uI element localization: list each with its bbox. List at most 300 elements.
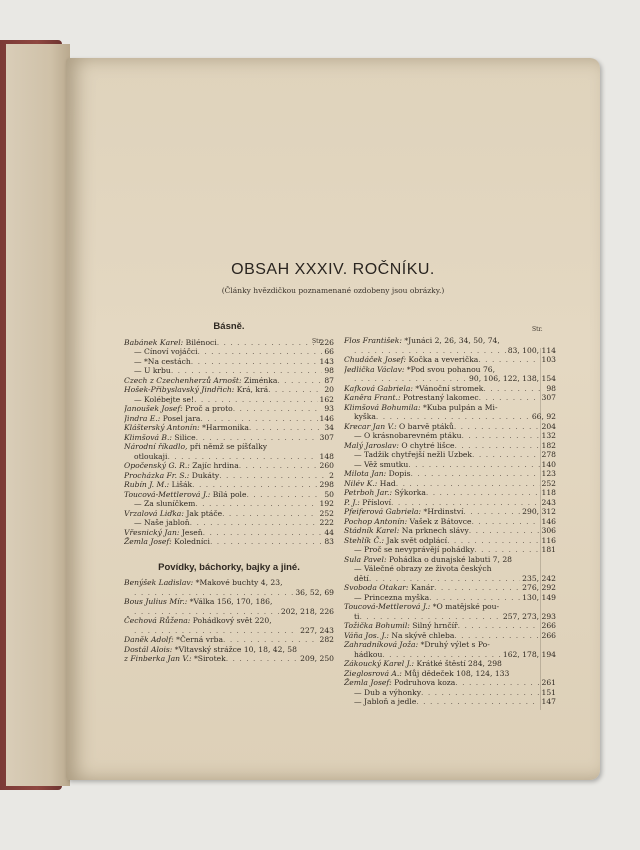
- toc-author: Váňa Jos. J.:: [344, 630, 392, 640]
- toc-page-number: 226: [319, 337, 334, 347]
- toc-title: otloukaji: [134, 451, 168, 461]
- toc-author: Dostál Alois:: [124, 644, 175, 654]
- toc-entry: [124, 499, 334, 509]
- leader-dots: [219, 471, 327, 481]
- toc-entry: [344, 488, 556, 498]
- toc-entry: [344, 431, 556, 441]
- toc-title: *Junáci 2, 26, 34, 50, 74,: [404, 336, 500, 345]
- leader-dots: [192, 480, 317, 490]
- toc-title: Koledníci: [174, 537, 210, 546]
- toc-entry: [344, 498, 556, 508]
- leader-dots: [429, 593, 520, 603]
- toc-entry: [124, 480, 334, 490]
- toc-title: *Harmonika: [202, 423, 249, 432]
- toc-author: Žemla Josef:: [124, 537, 175, 546]
- toc-title: Vašek z Bátovce: [409, 516, 472, 526]
- toc-title: Můj dědeček 108, 124, 133: [404, 668, 510, 678]
- leader-dots: [268, 385, 322, 395]
- leader-dots: [249, 423, 322, 433]
- toc-page-number: 20: [324, 385, 334, 394]
- toc-page-number: 260: [319, 461, 334, 470]
- toc-author: Sula Pavel:: [344, 554, 389, 564]
- toc-author: Petrboh Jar.:: [344, 488, 395, 497]
- toc-author: Žemla Josef:: [344, 678, 395, 687]
- toc-title: Potrestaný lakomec: [402, 393, 479, 402]
- toc-author: Čechová Růžena:: [124, 616, 193, 625]
- leader-dots: [472, 450, 539, 460]
- toc-entry: [344, 564, 556, 574]
- leader-dots: [421, 688, 539, 698]
- toc-page-number: 204: [541, 421, 556, 431]
- toc-entry: [124, 528, 334, 538]
- toc-author: Daněk Adolf:: [124, 635, 177, 644]
- toc-author: P. J.:: [344, 497, 363, 507]
- toc-author: Klimšová B.:: [124, 432, 175, 442]
- toc-author: Janoušek Josef:: [124, 404, 186, 413]
- toc-page-number: 307: [319, 432, 334, 442]
- toc-page-number: 87: [324, 375, 334, 385]
- toc-entry: [344, 346, 556, 356]
- toc-page-number: 148: [319, 451, 334, 461]
- leader-dots: [478, 355, 539, 365]
- toc-author: z Finberka Jan V.:: [124, 654, 194, 663]
- leader-dots: [200, 414, 317, 424]
- leader-dots: [408, 460, 539, 470]
- toc-page-number: 140: [541, 459, 556, 469]
- toc-title: Bilénoci: [185, 337, 217, 347]
- page-edges: [6, 44, 70, 786]
- toc-page-number: 83: [324, 537, 334, 546]
- leader-dots: [411, 469, 540, 479]
- leader-dots: [195, 499, 317, 509]
- toc-entry: [344, 536, 556, 546]
- toc-page-number: 235, 242: [522, 573, 556, 583]
- toc-title: Ziménka: [243, 375, 278, 385]
- toc-title: O chytré lišce: [401, 440, 455, 450]
- leader-dots: [454, 422, 540, 432]
- toc-title: Podruhova koza: [394, 678, 456, 687]
- toc-title: *Kuba pulpán a Mi-: [422, 402, 498, 412]
- toc-author: Vřesnický Jan:: [124, 527, 182, 537]
- leader-dots: [223, 635, 317, 645]
- toc-title: *Pod svou pohanou 76,: [406, 364, 496, 374]
- toc-page-number: 44: [324, 527, 334, 537]
- toc-entry: [124, 588, 334, 598]
- toc-entry: [344, 517, 556, 527]
- str-label-left: Str.: [312, 338, 323, 345]
- toc-entry: [344, 593, 556, 603]
- toc-title: Had: [379, 478, 396, 488]
- toc-title: — Proč se nevyprávějí pohádky: [354, 545, 475, 554]
- toc-entry: [344, 384, 556, 394]
- toc-title: O barvě ptáků: [399, 421, 454, 431]
- toc-page-number: 209, 250: [300, 654, 334, 663]
- toc-page-number: 66: [324, 347, 334, 356]
- toc-entry: [344, 659, 556, 669]
- toc-title: *Makové buchty 4, 23,: [195, 578, 283, 587]
- toc-entry: [344, 574, 556, 584]
- toc-page-number: 222: [319, 518, 334, 527]
- toc-title: hádkou: [354, 649, 383, 659]
- leader-dots: [483, 384, 544, 394]
- toc-author: Kafková Gabriela:: [344, 383, 416, 393]
- toc-entry: [124, 635, 334, 645]
- toc-author: Flos František:: [344, 336, 405, 345]
- toc-title: — Tadžik chytřejší nežli Uzbek: [354, 450, 473, 459]
- toc-title: Posel jara: [162, 413, 201, 423]
- toc-author: Czech z Czechenherzů Arnošt:: [124, 375, 244, 385]
- toc-page-number: 252: [319, 508, 334, 518]
- toc-entry: [124, 607, 334, 617]
- leader-dots: [194, 395, 317, 405]
- toc-title: Kočka a veverička: [408, 355, 479, 364]
- toc-title: Proč a proto: [185, 404, 233, 413]
- leader-dots: [376, 412, 530, 422]
- toc-entry: [124, 404, 334, 414]
- toc-title: Pohádkový svět 220,: [192, 616, 272, 625]
- leader-dots: [222, 509, 317, 519]
- toc-entry: [344, 621, 556, 631]
- toc-page-number: 146: [319, 413, 334, 423]
- toc-entry: [344, 545, 556, 555]
- toc-entry: [344, 450, 556, 460]
- toc-author: Kaněra Frant.:: [344, 393, 403, 402]
- toc-author: Pochop Antonín:: [344, 516, 410, 526]
- toc-entry: [124, 616, 334, 626]
- toc-entry: [344, 422, 556, 432]
- toc-entry: [124, 626, 334, 636]
- toc-author: Nilév K.:: [344, 478, 380, 488]
- toc-entry: [344, 650, 556, 660]
- toc-title: — Za sluníčkem: [134, 499, 196, 508]
- section-heading: Básně.: [213, 321, 245, 332]
- leader-dots: [210, 537, 322, 547]
- leader-dots: [455, 678, 539, 688]
- leader-dots: [226, 654, 298, 664]
- toc-page-number: 252: [541, 478, 556, 488]
- toc-author: Stehlík Č.:: [344, 535, 387, 545]
- toc-page-number: 98: [546, 383, 556, 393]
- toc-page-number: 116: [541, 535, 556, 545]
- toc-title: kyška: [354, 412, 376, 421]
- toc-entry: [344, 336, 556, 346]
- toc-title: — Cínoví vojáčci: [134, 347, 198, 356]
- toc-title: — Jabloň a jedle: [354, 697, 417, 706]
- toc-author: Malý Jaroslav:: [344, 440, 402, 450]
- toc-author: Opočenský G. R.:: [124, 461, 193, 470]
- leader-dots: [396, 479, 540, 489]
- toc-title: Jak ptáče: [186, 508, 223, 518]
- leader-dots: [369, 574, 520, 584]
- toc-title: *Vltavský strážce 10, 18, 42, 58: [174, 644, 297, 654]
- toc-author: Jindra E.:: [124, 413, 163, 423]
- toc-page-number: 50: [324, 489, 334, 499]
- toc-title: *Druhý výlet s Po-: [420, 640, 490, 649]
- toc-page-number: 182: [541, 440, 556, 450]
- toc-entry: [124, 385, 334, 395]
- toc-page-number: 130, 149: [522, 592, 556, 602]
- leader-dots: [382, 650, 501, 660]
- toc-page-number: 307: [541, 393, 556, 402]
- leader-dots: [134, 626, 298, 636]
- toc-title: ti: [354, 611, 360, 621]
- toc-author: Procházka Fr. S.:: [124, 470, 192, 480]
- toc-right-column: [344, 336, 556, 707]
- leader-dots: [134, 607, 279, 617]
- toc-author: Klášterský Antonín:: [124, 423, 203, 432]
- toc-title: Na skývě chleba: [391, 630, 455, 640]
- toc-entry: [344, 640, 556, 650]
- toc-author: Jedlička Václav:: [344, 364, 407, 374]
- toc-entry: [344, 526, 556, 536]
- leader-dots: [474, 545, 539, 555]
- toc-entry: [344, 612, 556, 622]
- toc-page-number: 66, 92: [531, 412, 556, 421]
- toc-page-number: 243: [541, 497, 556, 507]
- toc-author: Zahradníková Joža:: [344, 640, 421, 649]
- leader-dots: [198, 347, 323, 357]
- toc-page-number: 278: [541, 450, 556, 459]
- toc-page-number: 151: [541, 687, 556, 697]
- toc-entry: [124, 654, 334, 664]
- toc-page-number: 227, 243: [300, 625, 334, 635]
- toc-title: Přísloví: [362, 497, 392, 507]
- leader-dots: [354, 374, 467, 384]
- leader-dots: [447, 536, 539, 546]
- toc-author: Hošek-Přibyslavský Jindřich:: [124, 385, 237, 394]
- toc-entry: [344, 412, 556, 422]
- leader-dots: [454, 631, 539, 641]
- toc-entry: [124, 518, 334, 528]
- toc-page-number: 118: [541, 488, 556, 497]
- toc-title: — Naše jabloň: [134, 518, 190, 527]
- page-subtitle: (Články hvězdičkou poznamenané ozdobeny jsou obrázky.): [221, 286, 445, 295]
- toc-author: Zákoucký Karel J.:: [344, 659, 417, 668]
- toc-title: dětí: [354, 573, 369, 583]
- toc-title: při němž se píšťalky: [189, 442, 268, 451]
- leader-dots: [191, 357, 318, 367]
- toc-entry: [344, 403, 556, 413]
- toc-page-number: 2: [329, 470, 334, 480]
- leader-dots: [462, 431, 540, 441]
- leader-dots: [471, 517, 539, 527]
- toc-page-number: 306: [541, 526, 556, 535]
- toc-author: Zieglosrová A.:: [344, 668, 405, 678]
- toc-title: Krá, krá: [236, 385, 269, 394]
- str-label-right: Str.: [532, 326, 543, 333]
- toc-author: Národní říkadlo,: [124, 442, 190, 451]
- toc-entry: [344, 374, 556, 384]
- book-page: [66, 58, 600, 780]
- toc-title: *Vánoční stromek: [415, 383, 484, 393]
- leader-dots: [196, 433, 318, 443]
- toc-page-number: 143: [319, 356, 334, 366]
- toc-page-number: 261: [541, 678, 556, 687]
- leader-dots: [190, 518, 318, 528]
- toc-entry: [124, 376, 334, 386]
- toc-author: Toucová-Mettlerová J.:: [124, 489, 213, 499]
- toc-entry: [124, 471, 334, 481]
- toc-title: — *Na cestách: [134, 356, 191, 366]
- toc-page-number: 98: [324, 366, 334, 375]
- leader-dots: [233, 404, 323, 414]
- toc-author: Babánek Karel:: [124, 337, 186, 347]
- leader-dots: [217, 338, 318, 348]
- toc-author: Bous Julius Mír.:: [124, 597, 190, 606]
- toc-page-number: 93: [324, 404, 334, 413]
- toc-entry: [124, 452, 334, 462]
- toc-author: Tožička Bohumil:: [344, 621, 413, 630]
- leader-dots: [426, 488, 540, 498]
- toc-title: Bílá pole: [212, 489, 247, 499]
- leader-dots: [479, 393, 540, 403]
- toc-entry: [344, 441, 556, 451]
- toc-entry: [344, 469, 556, 479]
- toc-author: Toucová-Mettlerová J.:: [344, 602, 433, 611]
- toc-entry: [344, 460, 556, 470]
- toc-title: — O krásnobarevném ptáku: [354, 431, 462, 440]
- leader-dots: [171, 366, 323, 376]
- toc-title: Kanár: [410, 583, 435, 592]
- leader-dots: [469, 526, 540, 536]
- leader-dots: [246, 490, 322, 500]
- toc-title: Dukáty: [191, 470, 220, 480]
- toc-entry: [344, 555, 556, 565]
- toc-entry: [344, 602, 556, 612]
- toc-title: — Princezna myška: [354, 592, 430, 602]
- toc-page-number: 298: [319, 480, 334, 489]
- toc-page-number: 147: [541, 697, 556, 706]
- toc-entry: [124, 490, 334, 500]
- toc-entry: [124, 509, 334, 519]
- toc-entry: [344, 365, 556, 375]
- toc-title: *Černá vrba: [176, 635, 224, 644]
- toc-page-number: 90, 106, 122, 138, 154: [469, 374, 556, 383]
- leader-dots: [277, 376, 322, 386]
- toc-title: Dopis: [388, 469, 411, 478]
- leader-dots: [458, 621, 540, 631]
- toc-entry: [124, 414, 334, 424]
- toc-entry: [124, 461, 334, 471]
- toc-author: Pfeiferová Gabriela:: [344, 507, 424, 516]
- toc-page-number: 103: [541, 355, 556, 364]
- toc-author: Rubín J. M.:: [124, 480, 172, 489]
- leader-dots: [359, 612, 500, 622]
- toc-author: Krecar Jan V.:: [344, 421, 400, 431]
- toc-title: — Kolébejte se!: [134, 394, 195, 404]
- toc-entry: [344, 669, 556, 679]
- toc-title: — Válečné obrazy ze života českých: [354, 564, 492, 573]
- toc-title: Jak svět odplácí: [386, 535, 448, 545]
- toc-left-column: [124, 322, 334, 664]
- toc-entry: [124, 578, 334, 588]
- toc-page-number: 34: [324, 423, 334, 432]
- toc-entry: [344, 697, 556, 707]
- leader-dots: [239, 461, 318, 471]
- toc-entry: [124, 357, 334, 367]
- toc-title: Silice: [174, 432, 196, 442]
- toc-entry: [124, 395, 334, 405]
- toc-title: *Hrdinství: [423, 507, 464, 516]
- toc-entry: [124, 537, 334, 547]
- toc-title: Jeseň: [181, 527, 203, 537]
- toc-entry: [344, 507, 556, 517]
- toc-entry: [124, 433, 334, 443]
- leader-dots: [391, 498, 539, 508]
- toc-page-number: 266: [541, 630, 556, 640]
- toc-page-number: 83, 100, 114: [507, 345, 556, 355]
- toc-entry: [344, 688, 556, 698]
- toc-page-number: 202, 218, 226: [280, 606, 334, 616]
- toc-author: Stádník Karel:: [344, 526, 402, 535]
- leader-dots: [203, 528, 323, 538]
- toc-title: — U krbu: [134, 366, 171, 375]
- toc-author: Milota Jan:: [344, 469, 389, 478]
- toc-entry: [124, 366, 334, 376]
- toc-page-number: 290, 312: [522, 507, 556, 516]
- toc-author: Vrzalová Liďka:: [124, 508, 187, 518]
- column-divider: [540, 348, 541, 710]
- toc-title: Na prknech slávy: [401, 526, 469, 535]
- toc-page-number: 132: [541, 431, 556, 440]
- leader-dots: [167, 452, 317, 462]
- leader-dots: [434, 583, 520, 593]
- toc-title: *Válka 156, 170, 186,: [189, 597, 273, 606]
- leader-dots: [455, 441, 540, 451]
- leader-dots: [134, 588, 293, 598]
- toc-author: Svoboda Otakar:: [344, 583, 411, 592]
- page-title: OBSAH XXXIV. ROČNÍKU.: [231, 261, 435, 278]
- toc-page-number: 162, 178, 194: [502, 649, 556, 659]
- toc-page-number: 181: [541, 545, 556, 554]
- toc-entry: [124, 597, 334, 607]
- toc-title: Sýkorka: [394, 488, 426, 497]
- toc-page-number: 257, 273, 293: [502, 611, 556, 621]
- toc-entry: [344, 583, 556, 593]
- toc-entry: [124, 347, 334, 357]
- toc-entry: [124, 442, 334, 452]
- toc-page-number: 266: [541, 621, 556, 630]
- toc-entry: [124, 645, 334, 655]
- toc-page-number: 162: [319, 394, 334, 404]
- toc-title: Krátké štěstí 284, 298: [416, 659, 502, 668]
- toc-title: — Dub a výhonky: [354, 687, 422, 697]
- toc-author: Chudáček Josef:: [344, 355, 409, 364]
- toc-entry: [344, 631, 556, 641]
- toc-author: Benýšek Ladislav:: [124, 578, 196, 587]
- toc-page-number: 276, 292: [522, 583, 556, 592]
- toc-title: Pohádka o dunajské labuti 7, 28: [388, 554, 512, 564]
- toc-page-number: 146: [541, 516, 556, 526]
- toc-page-number: 36, 52, 69: [295, 587, 334, 597]
- toc-entry: [344, 678, 556, 688]
- toc-title: Zajíc hrdina: [192, 461, 239, 470]
- toc-entry: [344, 355, 556, 365]
- section-heading: Povídky, báchorky, bajky a jiné.: [158, 561, 300, 573]
- leader-dots: [463, 507, 520, 517]
- toc-title: Silný hrnčíř: [412, 621, 458, 630]
- toc-entry: [124, 338, 334, 348]
- toc-author: Klimšová Bohumila:: [344, 402, 423, 412]
- toc-entry: [344, 393, 556, 403]
- leader-dots: [416, 697, 539, 707]
- toc-entry: [124, 423, 334, 433]
- toc-entry: [344, 479, 556, 489]
- leader-dots: [354, 346, 506, 356]
- toc-title: — Věž smutku: [354, 459, 409, 469]
- toc-title: *O matějské pou-: [432, 602, 500, 611]
- toc-title: *Sirotek: [193, 654, 226, 663]
